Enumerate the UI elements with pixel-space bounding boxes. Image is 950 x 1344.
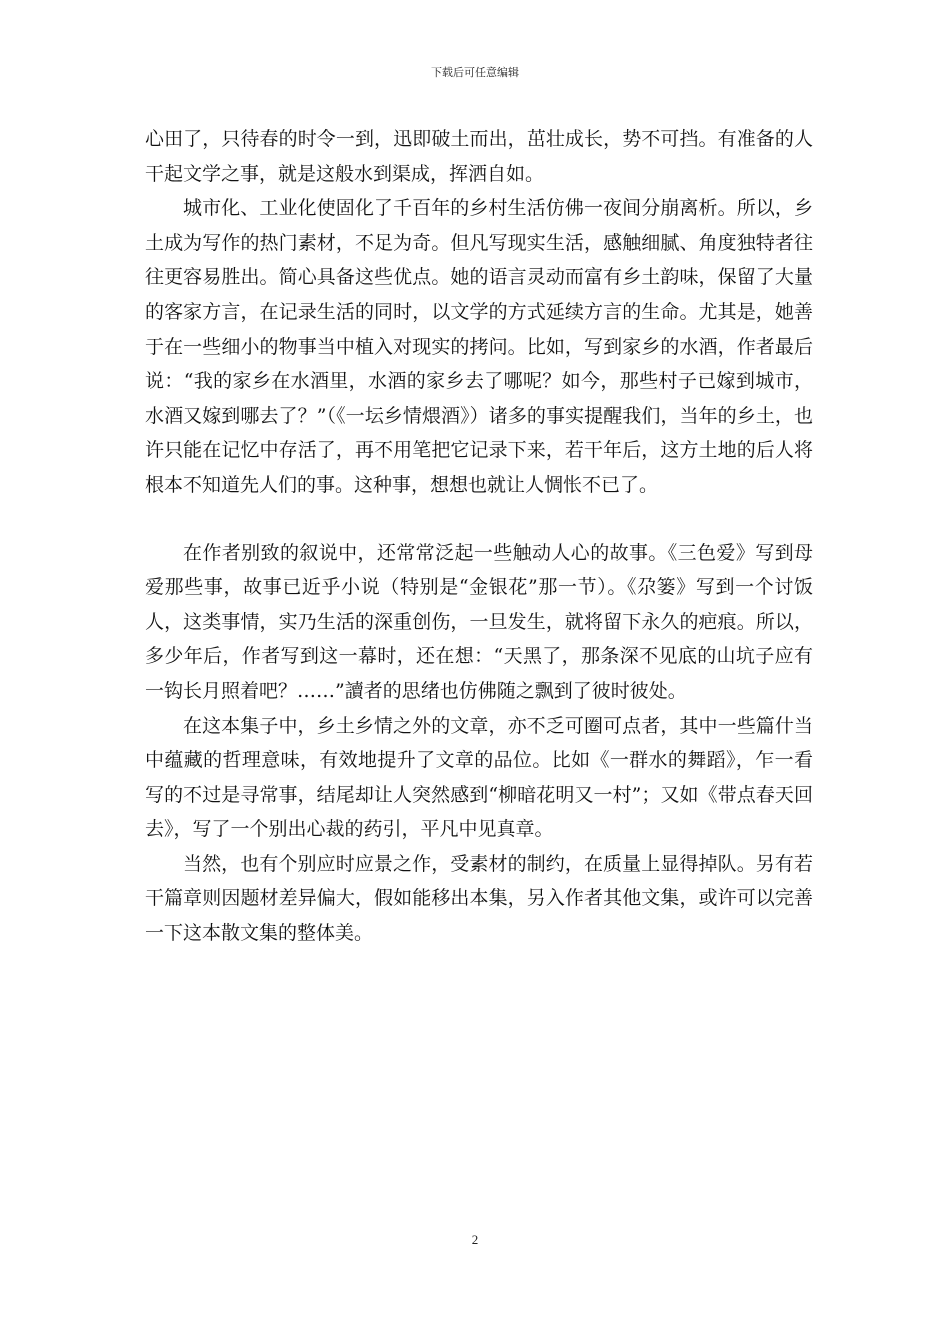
paragraph-moving-stories: 在作者别致的叙说中，还常常泛起一些触动人心的故事。《三色爱》写到母爱那些事，故事已近乎小说（特别是“金银花”那一节）。《尕篓》写到一个讨饭人，这类事情，实乃生活的深重创伤，一旦发生，就将留下永久的疤痕。所以，多少年后，作者写到这一幕时，还在想：“天黑了，那条深不见底的山坑子应有一钩长月照着吧？……”讀者的思绪也仿佛随之飘到了彼时彼处。 [145, 541, 813, 702]
page-header: 下载后可任意编辑 [431, 66, 519, 79]
paragraph-other-essays: 在这本集子中，乡土乡情之外的文章，亦不乏可圈可点者，其中一些篇什当中蕴藏的哲理意味，有效地提升了文章的品位。比如《一群水的舞蹈》，乍一看写的不过是寻常事，结尾却让人突然感到“柳暗花明又一村”；又如《带点春天回去》，写了一个别出心裁的药引，平凡中见真章。 [145, 714, 813, 841]
paragraph-rural-writing: 城市化、工业化使固化了千百年的乡村生活仿佛一夜间分崩离析。所以，乡土成为写作的热门素材，不足为奇。但凡写现实生活，感触细腻、角度独特者往往更容易胜出。简心具备这些优点。她的语言灵动而富有乡土韵味，保留了大量的客家方言，在记录生活的同时，以文学的方式延续方言的生命。尤其是，她善于在一些细小的物事当中植入对现实的拷问。比如，写到家乡的水酒，作者最后说：“我的家乡在水酒里，水酒的家乡去了哪呢？如今，那些村子已嫁到城市，水酒又嫁到哪去了？”（《一坛乡情煨酒》）诸多的事实提醒我们，当年的乡土，也许只能在记忆中存活了，再不用笔把它记录下来，若干年后，这方土地的后人将根本不知道先人们的事。这种事，想想也就让人惆怅不已了。 [145, 197, 813, 496]
page-number: 2 [471, 1232, 479, 1247]
paragraph-critique: 当然，也有个别应时应景之作，受素材的制约，在质量上显得掉队。另有若干篇章则因题材差异偏大，假如能移出本集，另入作者其他文集，或许可以完善一下这本散文集的整体美。 [145, 852, 813, 945]
paragraph-gap [145, 503, 813, 536]
document-body [145, 122, 813, 951]
paragraph-continuation: 心田了，只待春的时令一到，迅即破土而出，茁壮成长，势不可挡。有准备的人干起文学之事，就是这般水到渠成，挥洒自如。 [145, 128, 813, 185]
